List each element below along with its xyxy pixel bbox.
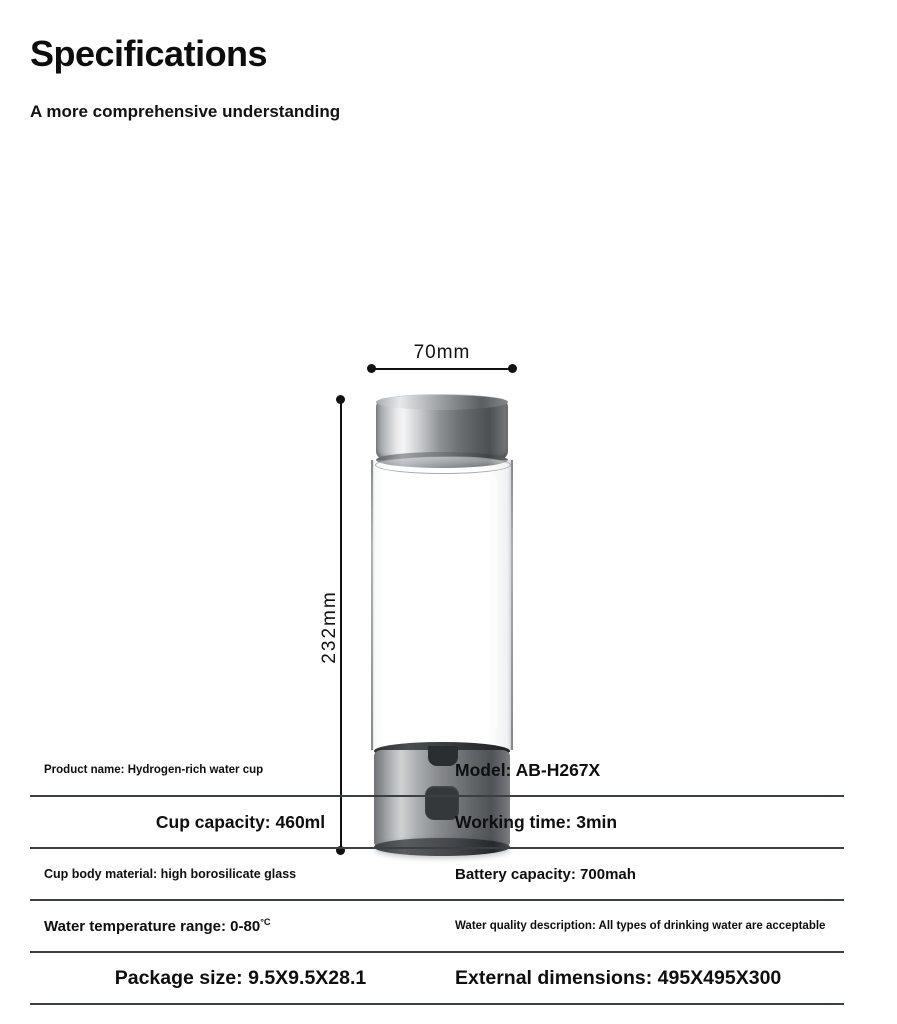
spec-cell-right-text: Working time: 3min — [455, 811, 618, 832]
spec-cell-left-text: Water temperature range: $0-80^{^\circ C}$ — [44, 916, 271, 935]
bottle-glass-neck-rim — [375, 456, 511, 474]
spec-cell-right — [437, 812, 844, 833]
spec-cell-left-text: Cup capacity: 460ml — [155, 811, 326, 832]
width-dimension-left-endpoint-dot — [367, 364, 376, 373]
width-dimension-line — [371, 368, 513, 370]
table-row — [30, 849, 844, 901]
spec-cell-right — [437, 967, 844, 990]
spec-cell-left — [30, 967, 437, 990]
bottle-glass-highlight-right — [489, 478, 497, 728]
spec-cell-right-text: External dimensions: 495X495X300 — [455, 966, 782, 989]
bottle-glass-right-edge — [511, 460, 513, 750]
spec-cell-left — [30, 764, 437, 776]
spec-cell-right — [437, 760, 844, 781]
height-dimension-top-endpoint-dot — [336, 395, 345, 404]
page-title: Specifications — [30, 33, 268, 74]
table-row — [30, 797, 844, 849]
table-row — [30, 953, 844, 1005]
spec-cell-right-text: Model: AB-H267X — [455, 759, 601, 780]
spec-cell-left — [30, 867, 437, 881]
degree-celsius-unit: °C — [260, 916, 271, 927]
spec-cell-right-text: Water quality description: All types of drinking water are acceptable — [455, 920, 826, 932]
product-figure — [0, 150, 897, 750]
page-subtitle: A more comprehensive understanding — [30, 102, 341, 121]
height-dimension-label: 232mm — [319, 590, 340, 664]
table-row — [30, 745, 844, 797]
spec-cell-right — [437, 920, 844, 932]
table-row — [30, 901, 844, 953]
bottle-glass-highlight — [383, 472, 393, 734]
spec-cell-right — [437, 866, 844, 883]
spec-cell-left-text: Package size: 9.5X9.5X28.1 — [114, 966, 367, 989]
width-dimension-label: 70mm — [413, 342, 471, 363]
spec-cell-right-text: Battery capacity: 700mah — [455, 865, 636, 883]
spec-cell-left — [30, 918, 437, 935]
spec-cell-left-text: Cup body material: high borosilicate glass — [44, 867, 297, 881]
bottle-cap-top — [376, 394, 508, 410]
spec-cell-left — [30, 812, 437, 833]
width-dimension-right-endpoint-dot — [508, 364, 517, 373]
bottle-glass-left-edge — [371, 460, 373, 750]
specifications-table — [30, 745, 844, 1005]
spec-cell-left-text: Product name: Hydrogen-rich water cup — [44, 764, 264, 776]
